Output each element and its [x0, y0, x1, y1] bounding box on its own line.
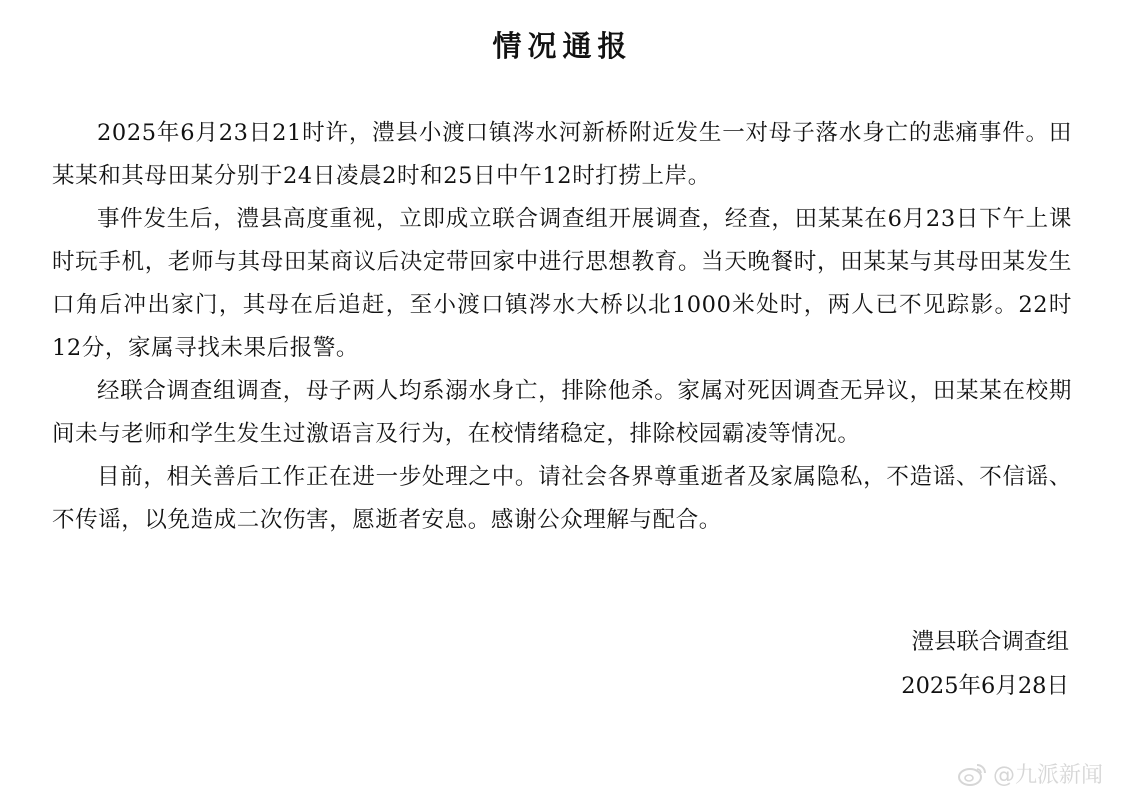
document-title: 情况通报	[492, 29, 633, 63]
paragraph-investigation: 事件发生后，澧县高度重视，立即成立联合调查组开展调查，经查，田某某在6月23日下午上课时玩手机，老师与其母田某商议后决定带回家中进行思想教育。当天晚餐时，田某某与其母田某发生口角后冲出家门，其母在后追赶，至小渡口镇涔水大桥以北1000米处时，两人已不见踪影。22时12分，家属寻找未果后报警。	[52, 206, 1072, 361]
paragraph-appeal: 目前，相关善后工作正在进一步处理之中。请社会各界尊重逝者及家属隐私，不造谣、不信谣、不传谣，以免造成二次伤害，愿逝者安息。感谢公众理解与配合。	[52, 464, 1072, 533]
issuer-name: 澧县联合调查组	[911, 629, 1069, 655]
paragraph-findings: 经联合调查组调查，母子两人均系溺水身亡，排除他杀。家属对死因调查无异议，田某某在校期间未与老师和学生发生过激语言及行为，在校情绪稳定，排除校园霸凌等情况。	[52, 378, 1072, 447]
issue-date: 2025年6月28日	[901, 673, 1069, 699]
weibo-icon	[957, 761, 987, 787]
watermark	[957, 758, 1103, 789]
document-body	[52, 112, 1072, 542]
watermark-text: @九派新闻	[992, 763, 1103, 788]
signature-block	[901, 620, 1069, 708]
paragraph-incident: 2025年6月23日21时许，澧县小渡口镇涔水河新桥附近发生一对母子落水身亡的悲痛事件。田某某和其母田某分别于24日凌晨2时和25日中午12时打捞上岸。	[52, 120, 1072, 189]
